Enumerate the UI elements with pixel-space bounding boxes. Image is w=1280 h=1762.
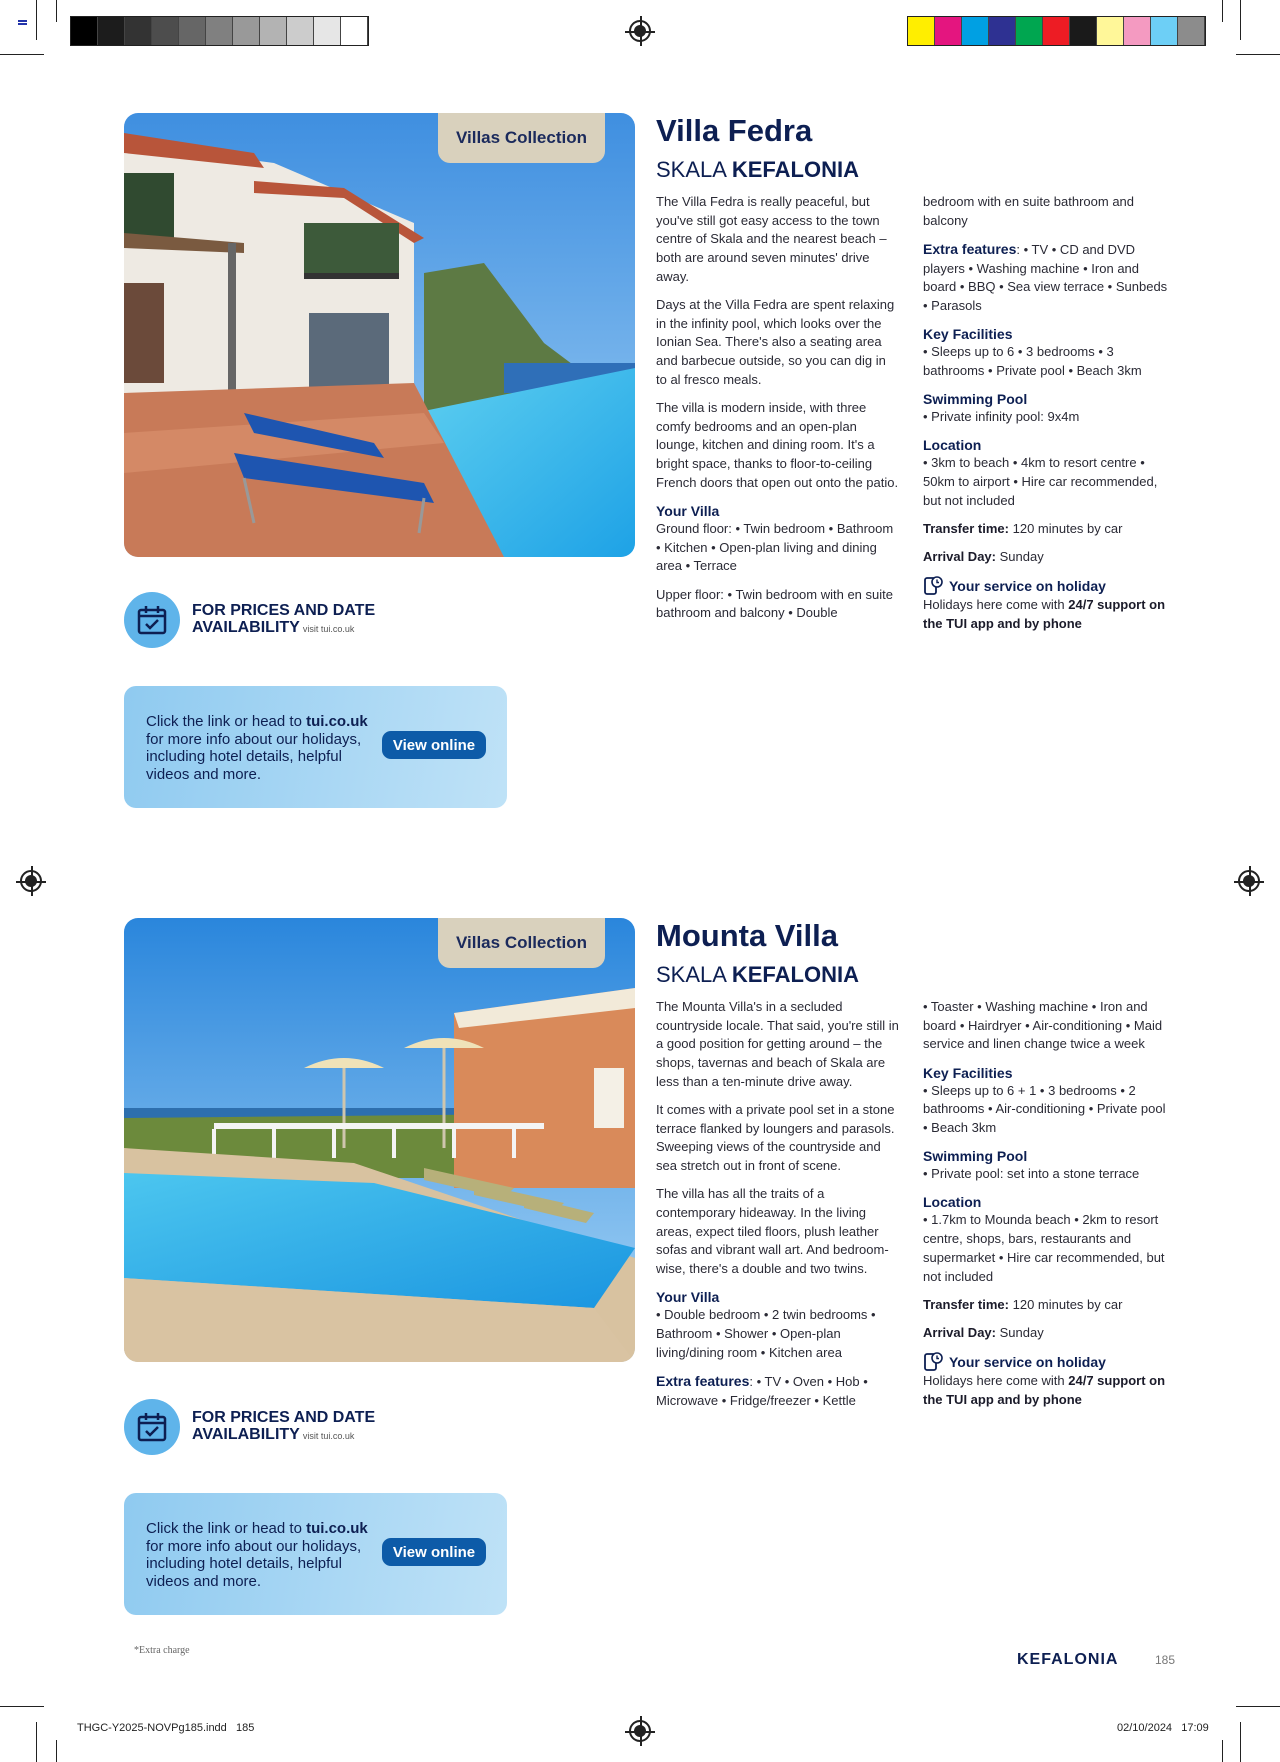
- color-swatch: [908, 17, 935, 45]
- swimming-pool-heading: Swimming Pool: [923, 1148, 1028, 1165]
- key-facilities-text: • Sleeps up to 6 • 3 bedrooms • 3 bathrooms • Private pool • Beach 3km: [923, 344, 1142, 378]
- promo-panel: [124, 1493, 507, 1615]
- key-facilities-text: • Sleeps up to 6 + 1 • 3 bedrooms • 2 bathrooms • Air-conditioning • Private pool • Beach 3km: [923, 1082, 1166, 1136]
- extra-features-heading: Extra features: [656, 1372, 750, 1389]
- location-heading: Location: [923, 437, 982, 454]
- color-swatch: [1178, 17, 1205, 45]
- arrival-day: Arrival Day: Sunday: [923, 549, 1044, 565]
- visit-link[interactable]: visit tui.co.uk: [302, 1431, 355, 1441]
- extra-features-heading: Extra features: [923, 240, 1017, 257]
- collection-badge: Villas Collection: [438, 113, 605, 163]
- description-paragraph: The villa has all the traits of a contemporary hideaway. In the living areas, expect tiled floors, plush leather sofas and vibrant wall art. And bedroom-wise, there's a double and two twins.: [656, 1186, 889, 1277]
- upper-floor-text: Upper floor: • Twin bedroom with en suite bathroom and balcony • Double: [656, 586, 893, 621]
- color-swatch: [1124, 17, 1151, 45]
- prices-heading: FOR PRICES AND DATE: [192, 1409, 376, 1426]
- service-text: Holidays here come with 24/7 support on the TUI app and by phone: [923, 597, 1166, 632]
- availability-heading: AVAILABILITY: [192, 619, 300, 636]
- villa-section: [124, 918, 1174, 1678]
- extra-features: Extra features: • TV • Oven • Hob • Microwave • Fridge/freezer • Kettle: [656, 1372, 868, 1408]
- your-villa-text: • Double bedroom • 2 twin bedrooms • Bathroom • Shower • Open-plan living/dining room • Kitchen area: [656, 1307, 876, 1360]
- service-heading: Your service on holiday: [923, 1352, 1168, 1372]
- promo-text: Click the link or head to tui.co.uk for more info about our holidays, including hotel details, helpful videos and more.: [146, 1520, 368, 1590]
- service-heading: Your service on holiday: [923, 576, 1168, 596]
- color-swatch: [287, 17, 314, 45]
- color-swatch: [1043, 17, 1070, 45]
- view-online-button[interactable]: View online: [382, 1538, 486, 1566]
- slug-filename: THGC-Y2025-NOVPg185.indd 185: [77, 1722, 255, 1734]
- villa-title: Mounta Villa: [656, 918, 839, 953]
- prices-availability: [124, 1399, 524, 1455]
- registration-mark-icon: [1238, 870, 1260, 892]
- swimming-pool-heading: Swimming Pool: [923, 391, 1028, 408]
- facilities-column: [923, 193, 1168, 643]
- color-swatch: [206, 17, 233, 45]
- grayscale-swatches: [70, 16, 369, 46]
- page-number: 185: [1155, 1653, 1176, 1667]
- key-facilities-heading: Key Facilities: [923, 326, 1013, 343]
- location-heading: Location: [923, 1194, 982, 1211]
- promo-panel: [124, 686, 507, 808]
- color-swatch: [152, 17, 179, 45]
- extra-features: Extra features: • TV • CD and DVD players • Washing machine • Iron and board • BBQ • Sea view terrace • Sunbeds • Parasols: [923, 240, 1168, 314]
- villa-photo: [124, 113, 635, 557]
- description-column: [656, 998, 899, 1420]
- continued-text: bedroom with en suite bathroom and balcony: [923, 194, 1135, 228]
- color-swatch: [1070, 17, 1097, 45]
- calendar-icon: [124, 592, 180, 648]
- service-text: Holidays here come with 24/7 support on the TUI app and by phone: [923, 1373, 1166, 1407]
- phone-support-icon: [923, 576, 943, 596]
- description-paragraph: The Villa Fedra is really peaceful, but you've still got easy access to the town centre of Skala and the nearest beach – both are around seven minutes' drive away.: [656, 194, 887, 284]
- villa-location: SKALA KEFALONIA: [656, 157, 859, 182]
- promo-text: Click the link or head to tui.co.uk for more info about our holidays, including hotel details, helpful videos and more.: [146, 713, 368, 783]
- color-swatch: [962, 17, 989, 45]
- color-swatch: [71, 17, 98, 45]
- continued-text: • Toaster • Washing machine • Iron and board • Hairdryer • Air-conditioning • Maid service and linen change twice a week: [923, 999, 1163, 1052]
- collection-badge: Villas Collection: [438, 918, 605, 968]
- registration-mark-icon: [629, 1720, 651, 1742]
- description-paragraph: The villa is modern inside, with three comfy bedrooms and an open-plan lounge, kitchen and dining room. It's a bright space, thanks to floor-to-ceiling French doors that open out onto the patio.: [656, 400, 899, 490]
- key-facilities-heading: Key Facilities: [923, 1064, 1013, 1081]
- color-swatch: [1097, 17, 1124, 45]
- color-swatch: [125, 17, 152, 45]
- description-column: [656, 193, 899, 633]
- location-text: • 1.7km to Mounda beach • 2km to resort centre, shops, bars, restaurants and supermarket • Hire car recommended, but not included: [923, 1212, 1165, 1284]
- phone-support-icon: [923, 1352, 943, 1372]
- arrival-day: Arrival Day: Sunday: [923, 1324, 1044, 1340]
- color-swatches: [907, 16, 1206, 46]
- site-link[interactable]: tui.co.uk: [306, 713, 368, 730]
- your-villa-text: Ground floor: • Twin bedroom • Bathroom • Kitchen • Open-plan living and dining area • Terrace: [656, 521, 894, 574]
- color-swatch: [233, 17, 260, 45]
- color-swatch: [989, 17, 1016, 45]
- calendar-icon: [124, 1399, 180, 1455]
- villa-location: SKALA KEFALONIA: [656, 962, 859, 987]
- location-text: • 3km to beach • 4km to resort centre • 50km to airport • Hire car recommended, but not included: [923, 455, 1158, 508]
- your-villa-heading: Your Villa: [656, 1289, 720, 1306]
- swimming-pool-text: • Private pool: set into a stone terrace: [923, 1166, 1140, 1182]
- color-swatch: [1016, 17, 1043, 45]
- color-swatch: [260, 17, 287, 45]
- description-paragraph: The Mounta Villa's in a secluded countryside locale. That said, you're still in a good position for getting around – the shops, tavernas and beach of Skala are less than a ten-minute drive away.: [656, 999, 899, 1089]
- facilities-column: [923, 998, 1168, 1419]
- color-swatch: [341, 17, 368, 45]
- slug-date: 02/10/2024 17:09: [1117, 1722, 1209, 1734]
- transfer-time: Transfer time: 120 minutes by car: [923, 1296, 1123, 1312]
- color-bar-icon: [18, 20, 27, 28]
- color-swatch: [314, 17, 341, 45]
- your-villa-heading: Your Villa: [656, 503, 720, 520]
- prices-heading: FOR PRICES AND DATE: [192, 602, 376, 619]
- transfer-time: Transfer time: 120 minutes by car: [923, 520, 1123, 536]
- villa-photo: [124, 918, 635, 1362]
- site-link[interactable]: tui.co.uk: [306, 1520, 368, 1537]
- view-online-button[interactable]: View online: [382, 731, 486, 759]
- villa-title: Villa Fedra: [656, 113, 813, 148]
- color-swatch: [935, 17, 962, 45]
- visit-link[interactable]: visit tui.co.uk: [302, 624, 355, 634]
- prices-availability: [124, 592, 524, 648]
- color-swatch: [179, 17, 206, 45]
- region-label: KEFALONIA: [1017, 1651, 1119, 1668]
- registration-mark-icon: [629, 20, 651, 42]
- availability-heading: AVAILABILITY: [192, 1426, 300, 1443]
- villa-section: [124, 113, 1174, 873]
- registration-mark-icon: [20, 870, 42, 892]
- footnote: *Extra charge: [134, 1645, 190, 1656]
- swimming-pool-text: • Private infinity pool: 9x4m: [923, 409, 1080, 425]
- color-swatch: [1151, 17, 1178, 45]
- color-swatch: [98, 17, 125, 45]
- description-paragraph: Days at the Villa Fedra are spent relaxing in the infinity pool, which looks over the Ionian Sea. There's also a seating area and barbecue outside, so you can dig in to al fresco meals.: [656, 297, 895, 387]
- description-paragraph: It comes with a private pool set in a stone terrace flanked by loungers and parasols. Sweeping views of the countryside and sea stretch out in front of scene.: [656, 1102, 895, 1174]
